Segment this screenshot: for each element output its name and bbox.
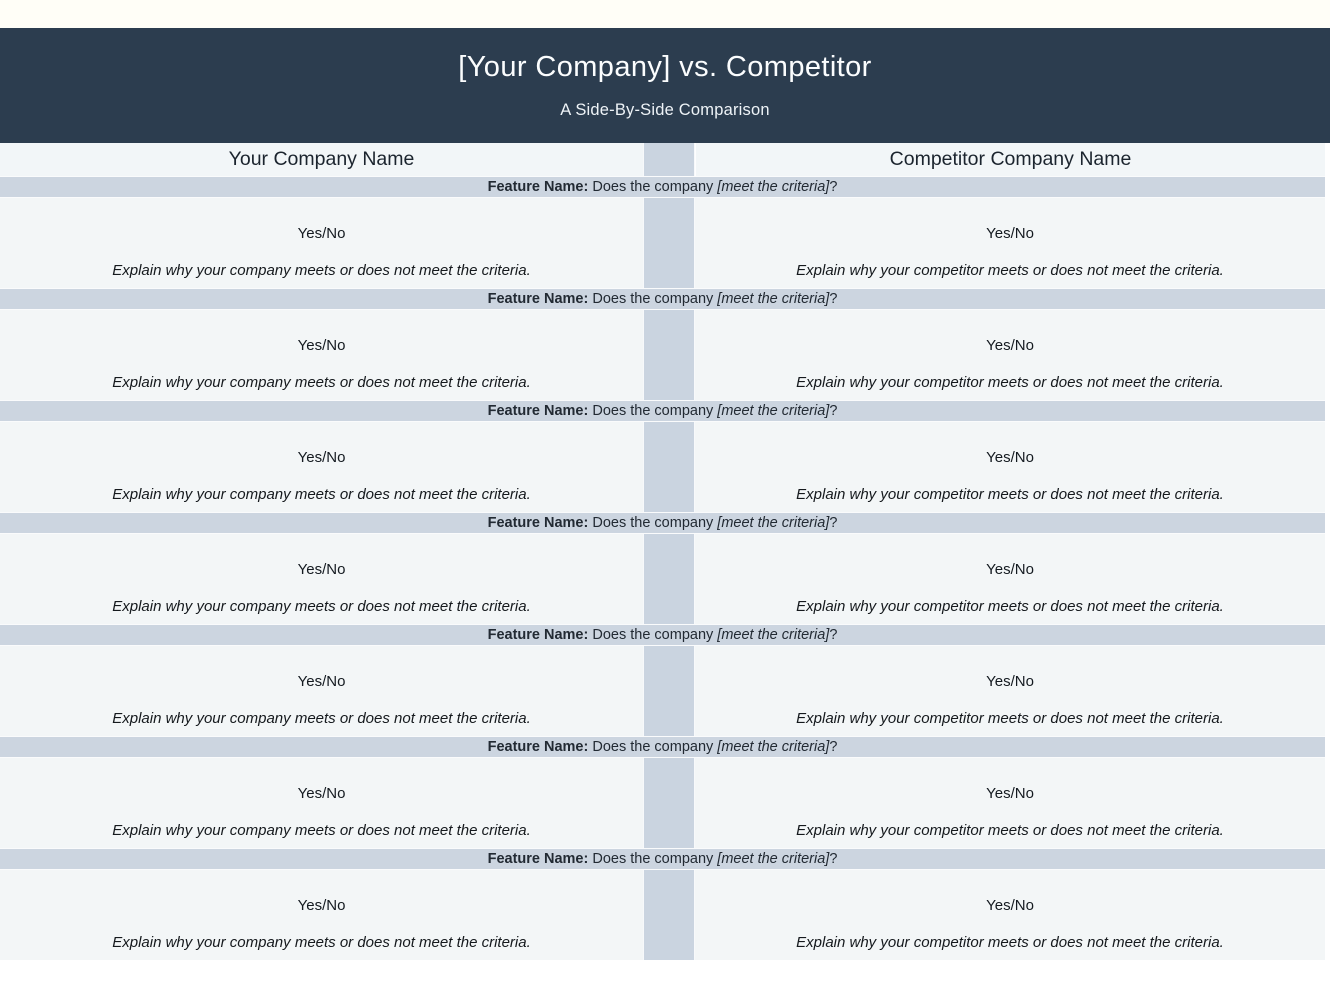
your-company-explanation: Explain why your company meets or does not meet the criteria. xyxy=(112,262,531,279)
competitor-answer-cell xyxy=(695,646,1325,736)
competitor-answer-cell xyxy=(695,198,1325,288)
feature-question-mark: ? xyxy=(829,179,838,195)
column-gutter xyxy=(643,870,695,960)
competitor-answer-cell xyxy=(695,310,1325,400)
column-header-your-company: Your Company Name xyxy=(0,143,643,176)
column-gutter xyxy=(643,310,695,400)
feature-name-label: Feature Name: xyxy=(487,515,589,531)
your-company-yes-no: Yes/No xyxy=(297,785,346,802)
feature-name-row xyxy=(0,176,1325,198)
your-company-yes-no: Yes/No xyxy=(297,673,346,690)
competitor-yes-no: Yes/No xyxy=(986,673,1034,690)
column-gutter xyxy=(643,534,695,624)
column-gutter xyxy=(643,646,695,736)
competitor-explanation: Explain why your competitor meets or does not meet the criteria. xyxy=(796,934,1224,951)
competitor-explanation: Explain why your competitor meets or does not meet the criteria. xyxy=(796,486,1224,503)
feature-name-row xyxy=(0,624,1325,646)
comparison-table xyxy=(0,143,1325,960)
column-gutter xyxy=(643,758,695,848)
competitor-answer-cell xyxy=(695,422,1325,512)
competitor-explanation: Explain why your competitor meets or does not meet the criteria. xyxy=(796,262,1224,279)
page-subtitle: A Side-By-Side Comparison xyxy=(560,101,770,119)
column-gutter xyxy=(643,143,695,176)
feature-name-label: Feature Name: xyxy=(487,179,589,195)
column-gutter xyxy=(643,198,695,288)
feature-question-text: Does the company xyxy=(588,179,718,195)
competitor-answer-cell xyxy=(695,758,1325,848)
your-company-explanation: Explain why your company meets or does not meet the criteria. xyxy=(112,374,531,391)
page-title: [Your Company] vs. Competitor xyxy=(458,51,872,83)
feature-question-mark: ? xyxy=(829,515,838,531)
feature-section xyxy=(0,624,1325,736)
feature-name-label: Feature Name: xyxy=(487,739,589,755)
feature-question-text: Does the company xyxy=(588,851,718,867)
feature-criteria-placeholder: [meet the criteria] xyxy=(717,291,830,307)
feature-name-row xyxy=(0,736,1325,758)
feature-section xyxy=(0,736,1325,848)
feature-question-mark: ? xyxy=(829,739,838,755)
feature-name-label: Feature Name: xyxy=(487,851,589,867)
feature-answer-row xyxy=(0,646,1325,736)
feature-question-mark: ? xyxy=(829,851,838,867)
feature-section xyxy=(0,400,1325,512)
feature-name-row xyxy=(0,288,1325,310)
feature-criteria-placeholder: [meet the criteria] xyxy=(717,403,830,419)
your-company-answer-cell xyxy=(0,534,643,624)
your-company-explanation: Explain why your company meets or does not meet the criteria. xyxy=(112,486,531,503)
your-company-yes-no: Yes/No xyxy=(297,449,346,466)
competitor-yes-no: Yes/No xyxy=(986,561,1034,578)
competitor-answer-cell xyxy=(695,534,1325,624)
feature-question-text: Does the company xyxy=(588,515,718,531)
competitor-yes-no: Yes/No xyxy=(986,785,1034,802)
feature-question-text: Does the company xyxy=(588,291,718,307)
your-company-yes-no: Yes/No xyxy=(297,225,346,242)
your-company-answer-cell xyxy=(0,870,643,960)
your-company-yes-no: Yes/No xyxy=(297,561,346,578)
feature-criteria-placeholder: [meet the criteria] xyxy=(717,851,830,867)
feature-name-row xyxy=(0,512,1325,534)
bottom-margin-strip xyxy=(0,960,1330,1000)
feature-sections xyxy=(0,176,1325,960)
competitor-yes-no: Yes/No xyxy=(986,225,1034,242)
feature-criteria-placeholder: [meet the criteria] xyxy=(717,515,830,531)
feature-section xyxy=(0,512,1325,624)
feature-answer-row xyxy=(0,534,1325,624)
feature-criteria-placeholder: [meet the criteria] xyxy=(717,627,830,643)
feature-name-label: Feature Name: xyxy=(487,291,589,307)
feature-question-text: Does the company xyxy=(588,739,718,755)
your-company-explanation: Explain why your company meets or does not meet the criteria. xyxy=(112,934,531,951)
document-header xyxy=(0,28,1330,143)
competitor-explanation: Explain why your competitor meets or does not meet the criteria. xyxy=(796,374,1224,391)
competitor-yes-no: Yes/No xyxy=(986,337,1034,354)
feature-question-text: Does the company xyxy=(588,403,718,419)
your-company-answer-cell xyxy=(0,646,643,736)
column-header-competitor: Competitor Company Name xyxy=(695,143,1325,176)
feature-section xyxy=(0,176,1325,288)
your-company-explanation: Explain why your company meets or does not meet the criteria. xyxy=(112,598,531,615)
competitor-explanation: Explain why your competitor meets or does not meet the criteria. xyxy=(796,598,1224,615)
your-company-answer-cell xyxy=(0,198,643,288)
feature-answer-row xyxy=(0,198,1325,288)
feature-name-label: Feature Name: xyxy=(487,403,589,419)
your-company-explanation: Explain why your company meets or does not meet the criteria. xyxy=(112,822,531,839)
your-company-answer-cell xyxy=(0,310,643,400)
feature-section xyxy=(0,288,1325,400)
competitor-explanation: Explain why your competitor meets or does not meet the criteria. xyxy=(796,710,1224,727)
feature-section xyxy=(0,848,1325,960)
feature-question-mark: ? xyxy=(829,403,838,419)
competitor-explanation: Explain why your competitor meets or does not meet the criteria. xyxy=(796,822,1224,839)
column-headers-row xyxy=(0,143,1325,176)
feature-name-row xyxy=(0,848,1325,870)
feature-answer-row xyxy=(0,422,1325,512)
your-company-yes-no: Yes/No xyxy=(297,897,346,914)
feature-criteria-placeholder: [meet the criteria] xyxy=(717,179,830,195)
feature-question-mark: ? xyxy=(829,291,838,307)
your-company-yes-no: Yes/No xyxy=(297,337,346,354)
feature-question-text: Does the company xyxy=(588,627,718,643)
your-company-answer-cell xyxy=(0,422,643,512)
column-gutter xyxy=(643,422,695,512)
your-company-answer-cell xyxy=(0,758,643,848)
feature-criteria-placeholder: [meet the criteria] xyxy=(717,739,830,755)
feature-answer-row xyxy=(0,870,1325,960)
feature-question-mark: ? xyxy=(829,627,838,643)
feature-answer-row xyxy=(0,758,1325,848)
competitor-yes-no: Yes/No xyxy=(986,449,1034,466)
feature-name-label: Feature Name: xyxy=(487,627,589,643)
your-company-explanation: Explain why your company meets or does not meet the criteria. xyxy=(112,710,531,727)
feature-answer-row xyxy=(0,310,1325,400)
feature-name-row xyxy=(0,400,1325,422)
competitor-yes-no: Yes/No xyxy=(986,897,1034,914)
top-margin-strip xyxy=(0,0,1330,28)
competitor-answer-cell xyxy=(695,870,1325,960)
